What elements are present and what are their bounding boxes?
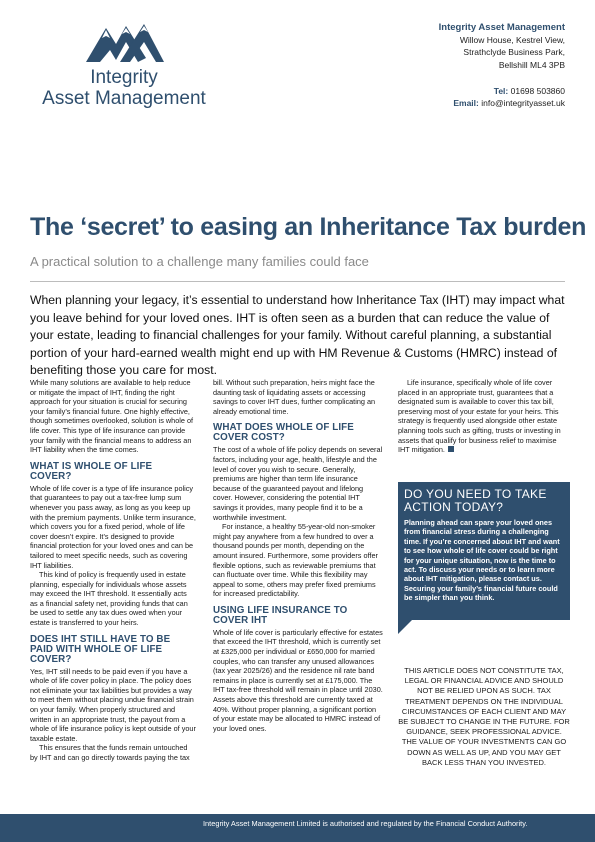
company-logo	[24, 20, 224, 109]
email-line	[439, 97, 565, 109]
email-label: Email:	[453, 98, 479, 109]
call-to-action-box	[398, 482, 570, 620]
paragraph: This ensures that the funds remain untouched by IHT and can go directly towards paying the tax	[30, 743, 190, 762]
callout-tail	[398, 620, 412, 634]
contact-block	[439, 22, 565, 109]
article-title: The ‘secret’ to easing an Inheritance Tax burden	[30, 213, 587, 241]
paragraph: bill. Without such preparation, heirs might face the daunting task of liquidating assets or accessing savings to cover IHT dues, further complicating an already emotional time.	[213, 378, 376, 416]
paragraph: For instance, a healthy 55-year-old non-smoker might pay anywhere from a few hundred to over a thousand pounds per month, depending on the amount insured. Furthermore, some providers offer flexible options, such as reviewable premiums that can fluctuate over time. While this flexibility may appeal to some, others may prefer fixed premiums for increased predictability.	[213, 522, 378, 599]
article-intro: When planning your legacy, it’s essential to understand how Inheritance Tax (IHT) may impact what you leave behind for your loved ones. IHT is often seen as a burden that can reduce the value of your estate, leading to financial challenges for your family. Without careful planning, a substantial portion of your hard-earned wealth might end up with HM Revenue & Customs (HMRC) instead of benefiting those you care for most.	[30, 293, 565, 377]
paragraph-text: Life insurance, specifically whole of life cover placed in an appropriate trust, guarantees that a designated sum is available to cover this tax bill, preserving most of your estate for your heirs. This strategy is frequently used alongside other estate planning tools such as gifting, trusts or investing in assets that qualify for business relief to maximise IHT mitigation.	[398, 378, 561, 455]
callout-body: Planning ahead can spare your loved ones from financial stress during a challenging time. If you’re concerned about IHT and want to see how whole of life cover could be right for your unique situation, now is the time to act. To discuss your needs or to learn more about IHT mitigation, please contact us. Securing your family’s financial future could be simpler than you think.	[404, 518, 560, 603]
callout-title: DO YOU NEED TO TAKE ACTION TODAY?	[404, 487, 547, 514]
address-line: Bellshill ML4 3PB	[498, 59, 565, 70]
contact-company: Integrity Asset Management	[438, 22, 565, 33]
section-heading: WHAT DOES WHOLE OF LIFE COVER COST?	[213, 422, 354, 444]
section-heading: WHAT IS WHOLE OF LIFE COVER?	[30, 460, 153, 482]
divider	[30, 281, 565, 282]
logo-name-line1: Integrity	[90, 67, 158, 88]
paragraph: Yes, IHT still needs to be paid even if you have a whole of life cover policy in place. The policy does not eliminate your tax liabilities but provides a way to meet them without placing undue financial strain on your family. When properly structured and written in an appropriate trust, the payout from a whole of life insurance policy is kept outside of your taxable estate.	[30, 666, 196, 743]
logo-name-line2: Asset Management	[42, 88, 206, 109]
column-3	[398, 378, 570, 455]
paragraph: This kind of policy is frequently used in estate planning, especially for individuals whose assets may exceed the IHT threshold. It essentially acts as a financial safety net, providing funds that can be used to settle any tax dues owed when your estate is transferred to your heirs.	[30, 570, 188, 628]
mountain-logo-icon	[82, 20, 166, 64]
phone-number[interactable]: 01698 503860	[510, 85, 565, 96]
column-2	[213, 378, 383, 733]
section-heading: DOES IHT STILL HAVE TO BE PAID WITH WHOLE OF LIFE COVER?	[30, 633, 171, 665]
column-1	[30, 378, 196, 763]
phone-label: Tel:	[493, 85, 509, 96]
article-subtitle: A practical solution to a challenge many families could face	[30, 254, 369, 269]
phone-line	[439, 85, 565, 97]
address-line: Willow House, Kestrel View,	[459, 35, 565, 46]
section-heading: USING LIFE INSURANCE TO COVER IHT	[213, 604, 348, 626]
paragraph: While many solutions are available to help reduce or mitigate the impact of IHT, finding the right approach for your situation is crucial for securing your family’s financial future. One highly effective, though sometimes overlooked, solution is whole of life cover. This type of life insurance can provide your family with the financial means to address an IHT liability when the time comes.	[30, 378, 194, 455]
paragraph: The cost of a whole of life policy depends on several factors, including your age, health, lifestyle and the level of cover you wish to secure. Generally, premiums are higher than term life insurance because of the guaranteed payout and lifelong cover. However, considering the potential IHT savings it provides, many people find it to be a worthwhile investment.	[213, 445, 383, 522]
address-line: Strathclyde Business Park,	[463, 47, 565, 58]
email-address[interactable]: info@integrityasset.uk	[481, 98, 565, 109]
paragraph: Whole of life cover is a type of life insurance policy that guarantees to pay out a tax-free lump sum whenever you pass away, as long as you keep up with the premium payments. Unlike term insurance, which covers you for a fixed period, whole of life cover doesn’t expire. It’s designed to provide financial protection for your loved ones and can be tailored to meet specific needs, such as covering IHT liabilities.	[30, 483, 196, 570]
disclaimer: THIS ARTICLE DOES NOT CONSTITUTE TAX, LEGAL OR FINANCIAL ADVICE AND SHOULD NOT BE RELIED UPON AS SUCH. TAX TREATMENT DEPENDS ON THE INDIVIDUAL CIRCUMSTANCES OF EACH CLIENT AND MAY BE SUBJECT TO CHANGE IN THE FUTURE. FOR GUIDANCE, SEEK PROFESSIONAL ADVICE. THE VALUE OF YOUR INVESTMENTS CAN GO DOWN AS WELL AS UP, AND YOU MAY GET BACK LESS THAN YOU INVESTED.	[398, 666, 570, 767]
footer-bar	[0, 814, 595, 842]
paragraph	[398, 378, 570, 455]
paragraph: Whole of life cover is particularly effective for estates that exceed the IHT threshold, which is currently set at £325,000 per individual or £650,000 for married couples, who can transfer any unused allowances (tax year 2025/26) and the residence nil rate band remains in place is currently set at £175,000. The IHT tax-free threshold will remain in place until 2030. Assets above this threshold are currently taxed at 40%. Without proper planning, a significant portion of your estate may be allocated to HMRC instead of your loved ones.	[213, 627, 383, 733]
end-mark-icon	[448, 446, 454, 452]
footer-text: Integrity Asset Management Limited is authorised and regulated by the Financial Conduct Authority.	[203, 819, 528, 828]
